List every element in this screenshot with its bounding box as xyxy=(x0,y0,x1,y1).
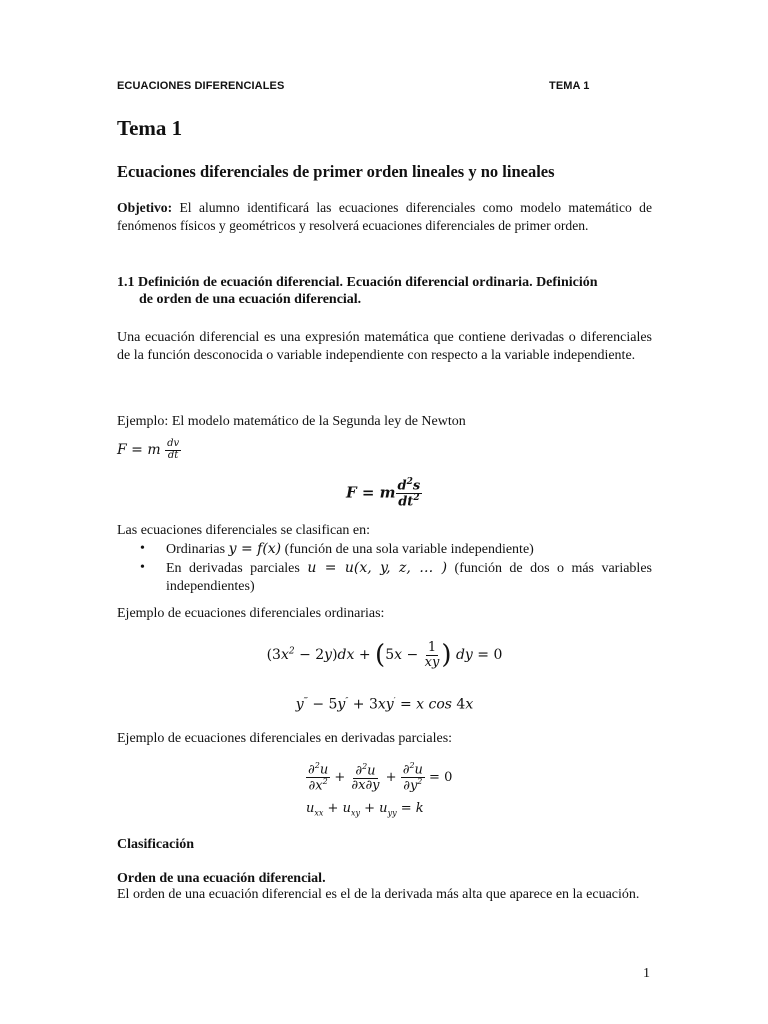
running-header-right: TEMA 1 xyxy=(549,80,590,92)
section-heading-line2: de orden de una ecuación diferencial. xyxy=(139,292,362,307)
page-number: 1 xyxy=(643,966,650,981)
page-title: Tema 1 xyxy=(117,116,183,140)
newton-equation-2: F = m $\frac{d^2s}{dt^2}$ xyxy=(346,477,421,510)
bullet-math: y = f(x) xyxy=(228,541,282,557)
bullet-text: (función de una sola variable independiente) xyxy=(284,542,534,557)
fraction-1-over-xy: $\frac{1}{xy}$ xyxy=(424,639,440,670)
partial-example-text: Ejemplo de ecuaciones diferenciales en derivadas parciales: xyxy=(117,731,453,746)
fraction-d2u-dy2: $\frac{\partial^2u}{\partial y^2}$ xyxy=(402,761,423,794)
fraction-d2u-dxdy: $\frac{\partial^2u}{\partial x\partial y}$ xyxy=(351,761,380,793)
definition-paragraph: Una ecuación diferencial es una expresión matemática que contiene derivadas o diferenciales de la función desconocida o variable independiente con respecto a la variable independiente. xyxy=(117,330,652,363)
running-header-left: ECUACIONES DIFERENCIALES xyxy=(117,80,285,92)
fraction-d2s-dt2: $\frac{d^2s}{dt^2}$ xyxy=(397,477,421,510)
bullet-lead: Ordinarias xyxy=(166,542,226,557)
partial-equation-2: $u_{xx} + u_{xy} + u_{yy} = k$ xyxy=(306,801,424,818)
bullet-math: u = u(x, y, z, … ) xyxy=(307,560,448,576)
objective-text: El alumno identificará las ecuaciones diferenciales como modelo matemático de fenómenos físicos y geométricos y resolverá ecuaciones diferenciales de primer orden. xyxy=(117,200,652,233)
bullet-icon: • xyxy=(140,560,145,575)
classification-heading: Clasificación xyxy=(117,837,194,852)
ordinary-example-text: Ejemplo de ecuaciones diferenciales ordinarias: xyxy=(117,606,385,621)
ordinary-equation-2: y‴ − 5y″ + 3xy′ = x cos 4x xyxy=(295,696,474,713)
newton-equation-1: F = m $\frac{dv}{dt}$ xyxy=(117,438,180,461)
ordinary-equation-1: $(3x^2 - 2y)dx + (5x$ − $\frac{1}{xy}$ ) dy = 0 xyxy=(266,639,503,670)
page-subtitle: Ecuaciones diferenciales de primer orden lineales y no lineales xyxy=(117,162,555,181)
list-item xyxy=(140,540,652,559)
objective-paragraph xyxy=(117,199,652,235)
classification-list xyxy=(140,540,652,596)
bullet-text: (función de dos o más variables independientes) xyxy=(166,561,652,594)
order-paragraph: El orden de una ecuación diferencial es el de la derivada más alta que aparece en la ecuación. xyxy=(117,887,640,902)
partial-equation-1: $\frac{\partial^2u}{\partial x^2}$ + $\frac{\partial^2u}{\partial x\partial y}$ + $\frac{\partial^2u}{\partial y^2}$ = 0 xyxy=(308,761,453,794)
section-heading-1-1 xyxy=(117,274,652,308)
objective-label: Objetivo: xyxy=(117,200,173,215)
order-heading: Orden de una ecuación diferencial. xyxy=(117,871,326,886)
newton-example-text: Ejemplo: El modelo matemático de la Segunda ley de Newton xyxy=(117,414,466,429)
fraction-d2u-dx2: $\frac{\partial^2u}{\partial x^2}$ xyxy=(308,761,329,794)
bullet-icon: • xyxy=(140,541,145,556)
bullet-lead: En derivadas parciales xyxy=(166,561,300,576)
section-heading-line1: 1.1 Definición de ecuación diferencial. Ecuación diferencial ordinaria. Definición xyxy=(117,275,598,290)
classification-intro: Las ecuaciones diferenciales se clasifican en: xyxy=(117,523,371,538)
fraction-dv-dt: $\frac{dv}{dt}$ xyxy=(167,438,180,461)
list-item xyxy=(140,559,652,596)
